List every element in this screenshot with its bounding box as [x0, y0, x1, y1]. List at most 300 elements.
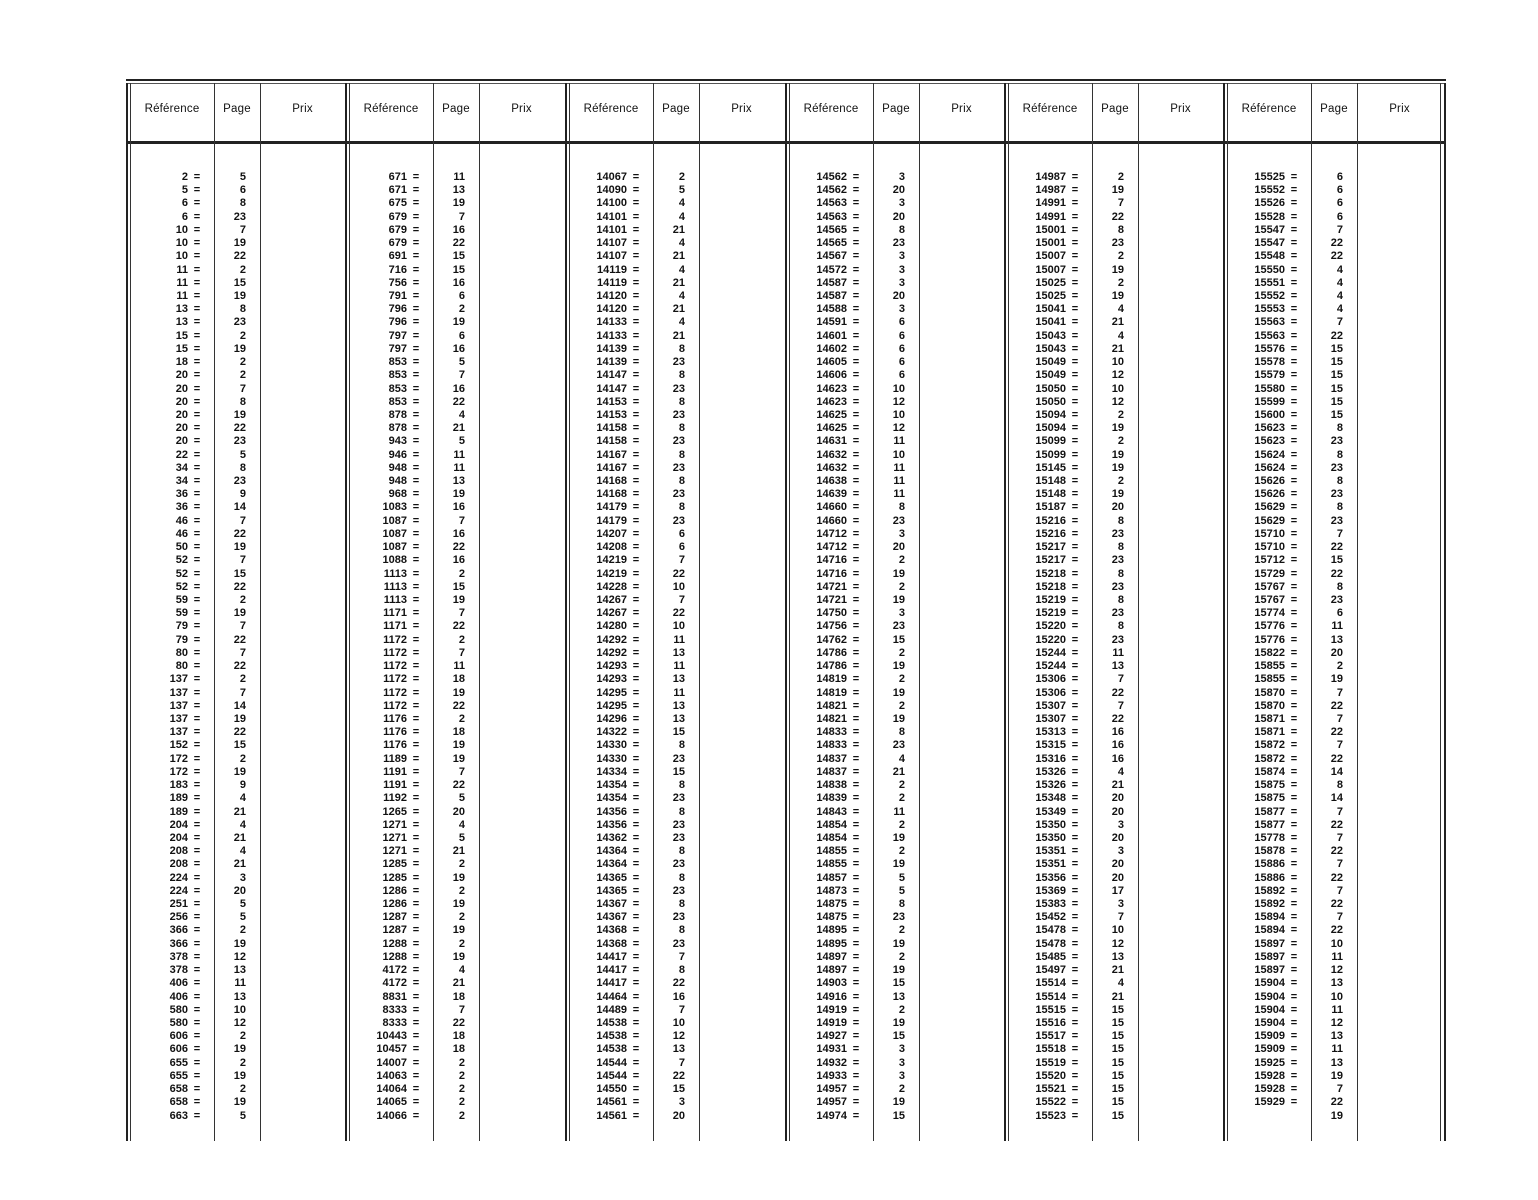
- reference-entry: [349, 739, 425, 752]
- page-number: 11: [673, 686, 685, 699]
- equals-sign: =: [1071, 356, 1079, 369]
- reference-number: 15525: [1254, 171, 1285, 183]
- reference-entry: [130, 753, 206, 766]
- equals-sign: =: [1071, 237, 1079, 250]
- reference-number: 797: [388, 342, 407, 355]
- page-number: 3: [898, 527, 905, 540]
- reference-entry: [789, 475, 865, 488]
- reference-number: 14330: [596, 739, 627, 752]
- equals-sign: =: [412, 580, 420, 593]
- reference-number: 14292: [596, 646, 627, 659]
- equals-sign: =: [1290, 303, 1298, 316]
- page-number: 4: [678, 289, 685, 302]
- equals-sign: =: [632, 369, 640, 382]
- page-number: 7: [458, 607, 465, 620]
- reference-entry: [1227, 832, 1303, 845]
- equals-sign: =: [1071, 871, 1079, 884]
- equals-sign: =: [412, 752, 420, 765]
- reference-entry: [789, 330, 865, 343]
- equals-sign: =: [852, 1030, 860, 1043]
- reference-entry: [130, 541, 206, 554]
- equals-sign: =: [1071, 1056, 1079, 1069]
- reference-number: 14873: [816, 884, 847, 897]
- page-number: 4: [458, 818, 465, 831]
- reference-number: 14712: [816, 541, 847, 554]
- reference-number: 15007: [1035, 250, 1066, 263]
- page-number: 21: [452, 977, 465, 990]
- reference-entry: [130, 528, 206, 541]
- equals-sign: =: [632, 1003, 640, 1016]
- page-number: 8: [239, 197, 246, 210]
- page-number: 5: [458, 831, 465, 844]
- reference-entry: [1227, 792, 1303, 805]
- page-number: 2: [458, 1056, 465, 1069]
- equals-sign: =: [193, 475, 201, 488]
- reference-entry: [349, 369, 425, 382]
- reference-entry: [789, 515, 865, 528]
- reference-entry: [569, 700, 645, 713]
- page-number: 12: [233, 950, 246, 963]
- equals-sign: =: [852, 871, 860, 884]
- reference-entry: [1227, 898, 1303, 911]
- page-number: 2: [458, 911, 465, 924]
- reference-number: 15485: [1035, 950, 1066, 963]
- equals-sign: =: [1290, 660, 1298, 673]
- reference-entry: [130, 687, 206, 700]
- equals-sign: =: [412, 303, 420, 316]
- page-number: 23: [1111, 527, 1124, 540]
- reference-entry: [1008, 607, 1084, 620]
- page-number: 19: [892, 858, 905, 871]
- equals-sign: =: [1071, 1043, 1079, 1056]
- page-number: 15: [892, 633, 905, 646]
- equals-sign: =: [852, 210, 860, 223]
- page-number: 19: [233, 289, 246, 302]
- reference-entry: [349, 501, 425, 514]
- reference-entry: [130, 303, 206, 316]
- equals-sign: =: [1071, 739, 1079, 752]
- equals-sign: =: [1071, 726, 1079, 739]
- equals-sign: =: [852, 607, 860, 620]
- page-number: 22: [452, 779, 465, 792]
- reference-entry: [569, 515, 645, 528]
- page-number: 6: [678, 541, 685, 554]
- reference-number: 14100: [596, 197, 627, 210]
- reference-entry: [569, 171, 645, 184]
- reference-number: 14875: [816, 911, 847, 924]
- page-column: [1092, 171, 1124, 1123]
- page-number: 13: [452, 475, 465, 488]
- equals-sign: =: [632, 356, 640, 369]
- reference-entry: [1227, 290, 1303, 303]
- reference-entry: [1227, 250, 1303, 263]
- equals-sign: =: [632, 673, 640, 686]
- page-column: [873, 171, 905, 1123]
- reference-number: 679: [388, 210, 407, 223]
- reference-entry: [569, 1030, 645, 1043]
- reference-entry: [569, 1110, 645, 1123]
- equals-sign: =: [1290, 620, 1298, 633]
- reference-number: 14101: [596, 223, 627, 236]
- reference-entry: [130, 832, 206, 845]
- reference-number: 15001: [1035, 237, 1066, 250]
- equals-sign: =: [193, 461, 201, 474]
- page-number: 13: [892, 990, 905, 1003]
- equals-sign: =: [1290, 765, 1298, 778]
- equals-sign: =: [1071, 646, 1079, 659]
- reference-number: 671: [388, 171, 407, 183]
- reference-number: 15518: [1035, 1043, 1066, 1056]
- equals-sign: =: [193, 514, 201, 527]
- reference-entry: [1008, 197, 1084, 210]
- reference-number: 15892: [1254, 898, 1285, 911]
- page-number: 19: [452, 488, 465, 501]
- page-number: 16: [452, 382, 465, 395]
- reference-number: 10457: [376, 1043, 407, 1056]
- reference-entry: [569, 1083, 645, 1096]
- page-number: 8: [678, 448, 685, 461]
- reference-entry: [349, 462, 425, 475]
- equals-sign: =: [632, 395, 640, 408]
- page-number: 18: [452, 1030, 465, 1043]
- reference-entry: [569, 924, 645, 937]
- equals-sign: =: [193, 1083, 201, 1096]
- equals-sign: =: [632, 871, 640, 884]
- page-number: 12: [1330, 1017, 1343, 1029]
- reference-number: 14538: [596, 1017, 627, 1029]
- reference-number: 256: [169, 911, 188, 924]
- equals-sign: =: [852, 1003, 860, 1016]
- equals-sign: =: [1290, 263, 1298, 276]
- reference-entry: [130, 726, 206, 739]
- equals-sign: =: [1290, 448, 1298, 461]
- page-number: 5: [239, 911, 246, 924]
- page-number: 11: [893, 435, 905, 448]
- page-number: 7: [1336, 911, 1343, 924]
- reference-entry: [349, 1110, 425, 1123]
- page-number: 19: [1330, 1069, 1343, 1082]
- reference-entry: [130, 264, 206, 277]
- reference-number: 14839: [816, 792, 847, 805]
- page-number: 22: [233, 726, 246, 739]
- page-number: 23: [1330, 435, 1343, 448]
- reference-entry: [1227, 264, 1303, 277]
- reference-number: 15351: [1035, 845, 1066, 858]
- reference-entry: [569, 488, 645, 501]
- reference-entry: [349, 1043, 425, 1056]
- reference-number: 1286: [382, 884, 407, 897]
- equals-sign: =: [412, 488, 420, 501]
- reference-entry: [1008, 991, 1084, 1004]
- reference-number: 15307: [1035, 699, 1066, 712]
- page-number: 19: [892, 964, 905, 977]
- page-number: 4: [1117, 303, 1124, 316]
- equals-sign: =: [193, 620, 201, 633]
- equals-sign: =: [1071, 884, 1079, 897]
- reference-entry: [1227, 462, 1303, 475]
- reference-entry: [349, 726, 425, 739]
- reference-entry: [1008, 726, 1084, 739]
- equals-sign: =: [1071, 898, 1079, 911]
- equals-sign: =: [1071, 184, 1079, 197]
- reference-entry: [789, 488, 865, 501]
- reference-number: 14296: [596, 712, 627, 725]
- header-reference: Référence: [1022, 103, 1078, 115]
- equals-sign: =: [632, 1109, 640, 1122]
- reference-entry: [1008, 739, 1084, 752]
- reference-entry: [789, 316, 865, 329]
- reference-number: 10: [175, 250, 188, 263]
- equals-sign: =: [193, 898, 201, 911]
- page-number: 23: [672, 792, 685, 805]
- reference-number: 251: [169, 898, 188, 911]
- reference-number: 1176: [383, 739, 407, 752]
- reference-number: 1265: [382, 805, 407, 818]
- page-number: 21: [672, 276, 685, 289]
- reference-entry: [349, 435, 425, 448]
- page-number: 23: [233, 316, 246, 329]
- page-number: 8: [239, 395, 246, 408]
- equals-sign: =: [632, 712, 640, 725]
- reference-number: 15626: [1254, 475, 1285, 488]
- page-number: 23: [672, 937, 685, 950]
- equals-sign: =: [193, 858, 201, 871]
- page-number: 7: [1336, 223, 1343, 236]
- reference-number: 14280: [596, 620, 627, 633]
- equals-sign: =: [1290, 580, 1298, 593]
- equals-sign: =: [852, 673, 860, 686]
- reference-entry: [1227, 713, 1303, 726]
- page-column: [433, 171, 465, 1123]
- page-number: 14: [233, 699, 246, 712]
- page-number: 7: [1117, 699, 1124, 712]
- reference-entry: [349, 171, 425, 184]
- page-number: 12: [892, 395, 905, 408]
- reference-number: 137: [169, 686, 188, 699]
- page-number: 2: [678, 171, 685, 183]
- equals-sign: =: [1290, 898, 1298, 911]
- equals-sign: =: [852, 303, 860, 316]
- equals-sign: =: [1290, 316, 1298, 329]
- reference-entry: [569, 528, 645, 541]
- page-number: 5: [239, 1109, 246, 1122]
- reference-entry: [130, 991, 206, 1004]
- reference-entry: [1227, 197, 1303, 210]
- reference-entry: [1227, 845, 1303, 858]
- reference-entry: [1008, 343, 1084, 356]
- reference-entry: [789, 568, 865, 581]
- reference-entry: [130, 250, 206, 263]
- page-number: 2: [898, 818, 905, 831]
- page-number: 7: [239, 382, 246, 395]
- page-number: 2: [898, 950, 905, 963]
- reference-entry: [130, 290, 206, 303]
- page-number: 19: [892, 1017, 905, 1029]
- page-number: 20: [892, 541, 905, 554]
- page-number: 23: [672, 488, 685, 501]
- equals-sign: =: [1071, 924, 1079, 937]
- page-number: 2: [1117, 408, 1124, 421]
- reference-entry: [1227, 303, 1303, 316]
- column-block: [345, 79, 564, 1141]
- prix-column: [1138, 149, 1219, 1129]
- reference-number: 14660: [816, 514, 847, 527]
- page-number: 8: [678, 475, 685, 488]
- equals-sign: =: [412, 1109, 420, 1122]
- equals-sign: =: [1071, 435, 1079, 448]
- reference-entry: [1227, 872, 1303, 885]
- page-number: 2: [898, 845, 905, 858]
- reference-entry: [130, 911, 206, 924]
- equals-sign: =: [632, 1017, 640, 1029]
- reference-number: 14974: [816, 1109, 847, 1122]
- reference-number: 15519: [1035, 1056, 1066, 1069]
- reference-column: [789, 171, 865, 1123]
- reference-entry: [130, 568, 206, 581]
- page-number: 8: [1336, 422, 1343, 435]
- reference-entry: [349, 911, 425, 924]
- reference-number: 15220: [1035, 633, 1066, 646]
- page-number: 10: [672, 1017, 685, 1029]
- equals-sign: =: [193, 673, 201, 686]
- equals-sign: =: [1290, 541, 1298, 554]
- reference-entry: [1008, 964, 1084, 977]
- equals-sign: =: [852, 660, 860, 673]
- reference-number: 791: [388, 289, 407, 302]
- equals-sign: =: [1290, 342, 1298, 355]
- equals-sign: =: [632, 475, 640, 488]
- equals-sign: =: [1290, 831, 1298, 844]
- reference-number: 15767: [1254, 580, 1285, 593]
- reference-entry: [789, 1096, 865, 1109]
- page-number: 13: [233, 964, 246, 977]
- reference-number: 15909: [1254, 1030, 1285, 1043]
- reference-entry: [1008, 356, 1084, 369]
- equals-sign: =: [852, 356, 860, 369]
- reference-entry: [789, 620, 865, 633]
- reference-number: 14903: [816, 977, 847, 990]
- reference-number: 4172: [382, 977, 407, 990]
- reference-entry: [569, 991, 645, 1004]
- equals-sign: =: [412, 1003, 420, 1016]
- page-number: 13: [672, 712, 685, 725]
- reference-number: 1191: [383, 765, 407, 778]
- reference-entry: [789, 1017, 865, 1030]
- reference-entry: [789, 290, 865, 303]
- reference-number: 853: [388, 395, 407, 408]
- reference-entry: [569, 607, 645, 620]
- reference-entry: [349, 1030, 425, 1043]
- reference-number: 14119: [597, 276, 627, 289]
- equals-sign: =: [632, 1096, 640, 1109]
- page-number: 4: [239, 845, 246, 858]
- reference-entry: [1008, 832, 1084, 845]
- page-number: 23: [672, 818, 685, 831]
- equals-sign: =: [852, 197, 860, 210]
- reference-entry: [789, 449, 865, 462]
- reference-number: 15776: [1254, 633, 1285, 646]
- equals-sign: =: [193, 712, 201, 725]
- reference-entry: [130, 806, 206, 819]
- reference-number: 878: [388, 408, 407, 421]
- reference-entry: [789, 647, 865, 660]
- equals-sign: =: [1071, 937, 1079, 950]
- reference-number: 15712: [1254, 554, 1285, 567]
- reference-number: 14587: [816, 276, 847, 289]
- reference-entry: [569, 250, 645, 263]
- equals-sign: =: [1290, 250, 1298, 263]
- reference-entry: [349, 343, 425, 356]
- reference-entry: [569, 541, 645, 554]
- page-number: 4: [898, 752, 905, 765]
- equals-sign: =: [632, 541, 640, 554]
- page-number: 22: [233, 580, 246, 593]
- page-number: 8: [1336, 448, 1343, 461]
- reference-entry: [130, 211, 206, 224]
- reference-number: 15578: [1254, 356, 1285, 369]
- page-number: 10: [1111, 356, 1124, 369]
- page-number: 2: [1117, 276, 1124, 289]
- reference-number: 208: [169, 858, 188, 871]
- page-number: 2: [1117, 435, 1124, 448]
- reference-entry: [789, 343, 865, 356]
- equals-sign: =: [1071, 1096, 1079, 1109]
- reference-number: 14167: [596, 461, 627, 474]
- page-number: 18: [452, 673, 465, 686]
- reference-number: 14007: [376, 1056, 407, 1069]
- reference-entry: [349, 237, 425, 250]
- equals-sign: =: [852, 633, 860, 646]
- page-number: 19: [233, 1096, 246, 1109]
- page-number: 22: [1330, 567, 1343, 580]
- page-number: 22: [233, 422, 246, 435]
- reference-number: 15547: [1254, 223, 1285, 236]
- reference-number: 948: [388, 475, 407, 488]
- equals-sign: =: [412, 541, 420, 554]
- reference-number: 15007: [1035, 263, 1066, 276]
- reference-number: 14356: [596, 818, 627, 831]
- page-number: 7: [458, 369, 465, 382]
- page-number: 2: [458, 712, 465, 725]
- equals-sign: =: [412, 329, 420, 342]
- reference-entry: [789, 845, 865, 858]
- equals-sign: =: [632, 223, 640, 236]
- reference-entry: [349, 806, 425, 819]
- page-number: 22: [1330, 818, 1343, 831]
- equals-sign: =: [1290, 514, 1298, 527]
- equals-sign: =: [412, 699, 420, 712]
- reference-entry: [1008, 369, 1084, 382]
- reference-entry: [569, 1043, 645, 1056]
- equals-sign: =: [632, 686, 640, 699]
- equals-sign: =: [1290, 911, 1298, 924]
- equals-sign: =: [632, 779, 640, 792]
- page-number: 11: [1331, 620, 1343, 633]
- reference-number: 14368: [596, 924, 627, 937]
- reference-entry: [569, 211, 645, 224]
- page-number: 8: [678, 501, 685, 514]
- reference-entry: [1008, 1030, 1084, 1043]
- equals-sign: =: [852, 316, 860, 329]
- page-number: 4: [239, 792, 246, 805]
- reference-entry: [349, 581, 425, 594]
- equals-sign: =: [632, 461, 640, 474]
- equals-sign: =: [852, 448, 860, 461]
- page-number: 2: [458, 884, 465, 897]
- page-number: 16: [1111, 752, 1124, 765]
- equals-sign: =: [193, 1069, 201, 1082]
- page-number: 6: [898, 356, 905, 369]
